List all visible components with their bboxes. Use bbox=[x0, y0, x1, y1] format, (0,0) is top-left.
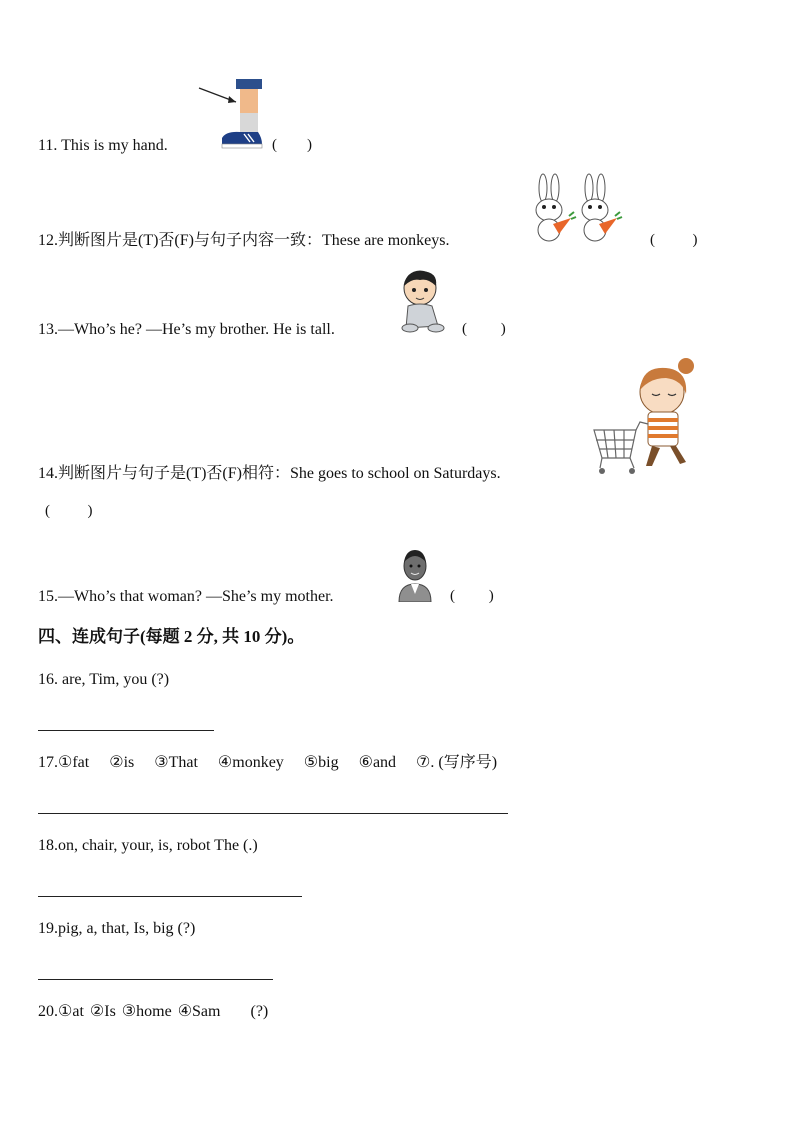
girl-with-cart-picture bbox=[590, 352, 700, 480]
question-18-text: 18.on, chair, your, is, robot The (.) bbox=[38, 837, 258, 854]
question-17-option-5: ⑤big bbox=[303, 754, 339, 771]
question-12-answer-paren[interactable]: ( ) bbox=[650, 232, 698, 248]
question-20-text bbox=[38, 1002, 268, 1022]
question-11-answer-paren[interactable]: ( ) bbox=[272, 137, 312, 153]
question-13-text: 13.—Who’s he? —He’s my brother. He is tall. bbox=[38, 321, 335, 338]
question-20-option-3: ③home bbox=[121, 1003, 172, 1020]
question-20-option-2: ②Is bbox=[89, 1003, 116, 1020]
question-19-text: 19.pig, a, that, Is, big (?) bbox=[38, 920, 196, 937]
question-17-option-2: ②is bbox=[109, 754, 135, 771]
boy-picture bbox=[398, 268, 448, 334]
man-picture bbox=[396, 546, 434, 602]
question-15-answer-paren[interactable]: ( ) bbox=[450, 588, 494, 604]
question-16-text: 16. are, Tim, you (?) bbox=[38, 671, 170, 688]
question-17-option-4: ④monkey bbox=[217, 754, 284, 771]
question-17-answer-line[interactable] bbox=[38, 813, 508, 814]
question-15-text: 15.—Who’s that woman? —She’s my mother. bbox=[38, 588, 334, 605]
question-20-option-4: ④Sam bbox=[177, 1003, 221, 1020]
question-20-end-mark: (?) bbox=[250, 1003, 269, 1020]
question-17-text bbox=[38, 753, 497, 773]
question-14-answer-paren[interactable]: ( ) bbox=[45, 503, 93, 519]
question-18-answer-line[interactable] bbox=[38, 896, 302, 897]
question-17-number: 17. bbox=[38, 754, 58, 771]
question-17-option-3: ③That bbox=[154, 754, 198, 771]
rabbits-picture bbox=[527, 172, 627, 244]
question-11-text: 11. This is my hand. bbox=[38, 137, 168, 154]
question-17-option-1: ①fat bbox=[58, 754, 90, 771]
question-17-option-7: ⑦. (写序号) bbox=[416, 754, 498, 771]
question-13-answer-paren[interactable]: ( ) bbox=[462, 321, 506, 337]
question-20-option-1: ①at bbox=[58, 1003, 84, 1020]
leg-shoe-picture bbox=[196, 76, 266, 154]
question-16-answer-line[interactable] bbox=[38, 730, 214, 731]
question-14-text: 14.判断图片与句子是(T)否(F)相符：She goes to school on Saturdays. bbox=[38, 465, 501, 482]
question-17-option-6: ⑥and bbox=[358, 754, 397, 771]
question-20-number: 20. bbox=[38, 1003, 58, 1020]
section-4-heading: 四、连成句子(每题 2 分, 共 10 分)。 bbox=[38, 627, 305, 646]
question-19-answer-line[interactable] bbox=[38, 979, 273, 980]
question-12-text: 12.判断图片是(T)否(F)与句子内容一致：These are monkeys. bbox=[38, 232, 450, 249]
